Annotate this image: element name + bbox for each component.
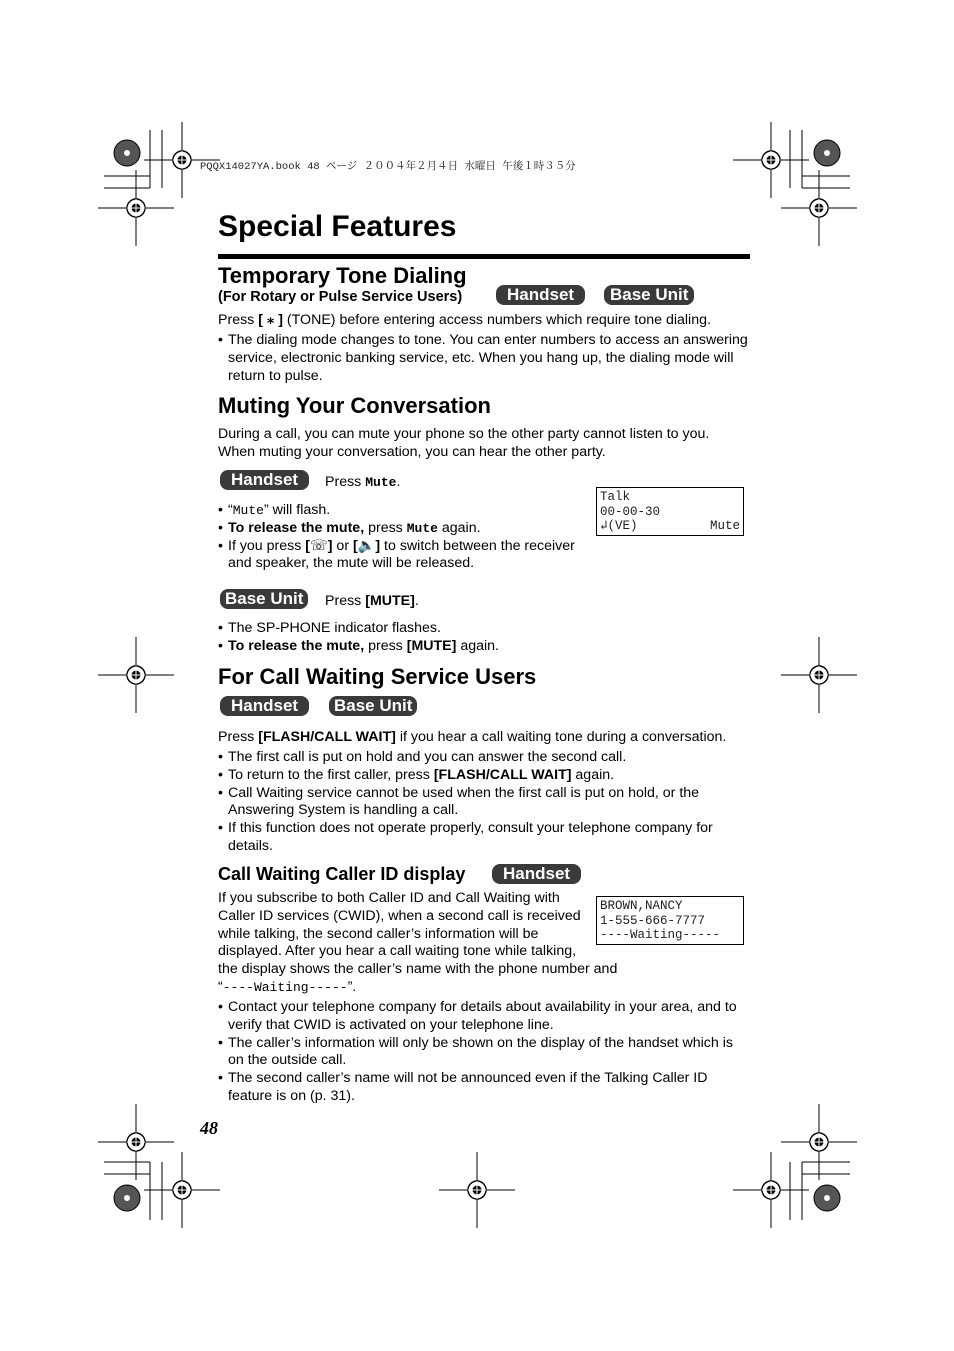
mute-base-bullets	[218, 620, 748, 656]
list-item: • The caller’s information will only be shown on the display of the handset which is on the outside call.	[218, 1035, 748, 1071]
tone-bullets	[218, 332, 748, 385]
list-item: • To release the mute, press [MUTE] again.	[218, 638, 748, 656]
list-item: • The second caller’s name will not be announced even if the Talking Caller ID feature is on (p. 31).	[218, 1070, 748, 1106]
cwid-lcd-display	[596, 896, 744, 945]
star-key: [ ⁎ ]	[258, 312, 283, 328]
mute-intro: During a call, you can mute your phone so the other party cannot listen to you. When muting your conversation, you can hear the other party.	[218, 426, 710, 460]
lcd-line: Talk	[600, 490, 631, 504]
lcd-line: 00-00-30	[600, 504, 661, 519]
page-title: Special Features	[218, 210, 457, 243]
handset-badge: Handset	[220, 470, 309, 490]
tone-heading: Temporary Tone Dialing	[218, 263, 467, 288]
lcd-line: 1-555-666-7777	[600, 913, 706, 928]
list-item: • Call Waiting service cannot be used when the first call is put on hold, or the Answering System is handling a call.	[218, 785, 748, 821]
base-unit-badge: Base Unit	[220, 589, 308, 609]
cwid-para: the display shows the caller’s name with the phone number and	[218, 961, 618, 977]
mute-handset-bullets	[218, 502, 588, 573]
handset-badge: Handset	[496, 285, 585, 305]
page-number: 48	[200, 1118, 218, 1138]
title-rule	[218, 254, 750, 259]
lcd-line: ----Waiting-----	[600, 928, 721, 942]
mute-heading: Muting Your Conversation	[218, 393, 491, 418]
base-unit-badge: Base Unit	[329, 696, 417, 716]
talk-key: [☏]	[305, 537, 333, 554]
cwid-heading: Call Waiting Caller ID display	[218, 864, 466, 884]
list-item: • If this function does not operate properly, consult your telephone company for details.	[218, 820, 748, 856]
list-item: • To return to the first caller, press [FLASH/CALL WAIT] again.	[218, 767, 748, 785]
mute-lcd-display	[596, 487, 744, 536]
mute-base-instruction: Press [MUTE].	[325, 593, 419, 609]
list-item: • To release the mute, press Mute again.	[218, 520, 588, 538]
list-item: • “Mute” will flash.	[218, 502, 588, 520]
waiting-bullets	[218, 749, 748, 856]
lcd-line: ↲(VE) Mute	[600, 519, 740, 533]
handset-badge: Handset	[220, 696, 309, 716]
cwid-para: If you subscribe to both Caller ID and Call Waiting with Caller ID services (CWID), when a second call is received while talking, the second caller’s information will be displayed. After you hear a call waiting tone while talking,	[218, 890, 581, 960]
header-slug: PQQX14027YA.book 48 ページ ２００４年２月４日 水曜日 午後１時３５分	[200, 161, 576, 173]
mute-handset-instruction: Press Mute.	[325, 474, 401, 490]
list-item: • Contact your telephone company for details about availability in your area, and to verify that CWID is activated on your telephone line.	[218, 999, 748, 1035]
cwid-para: “----Waiting-----”.	[218, 979, 357, 995]
base-unit-badge: Base Unit	[604, 285, 694, 305]
waiting-heading: For Call Waiting Service Users	[218, 664, 537, 689]
list-item: • The SP-PHONE indicator flashes.	[218, 620, 748, 638]
list-item: • The dialing mode changes to tone. You can enter numbers to access an answering service, electronic banking service, etc. When you hang up, the dialing mode will return to pulse.	[218, 332, 748, 385]
tone-intro: Press [ ⁎ ] (TONE) before entering access numbers which require tone dialing.	[218, 312, 711, 328]
list-item: • If you press [☏] or [🔈] to switch between the receiver and speaker, the mute will be released.	[218, 538, 588, 574]
speaker-key: [🔈]	[352, 537, 381, 554]
handset-badge: Handset	[492, 864, 581, 884]
waiting-intro: Press [FLASH/CALL WAIT] if you hear a call waiting tone during a conversation.	[218, 729, 727, 745]
cwid-bullets	[218, 999, 748, 1106]
list-item: • The first call is put on hold and you can answer the second call.	[218, 749, 748, 767]
tone-subheading: (For Rotary or Pulse Service Users)	[218, 289, 463, 305]
lcd-line: BROWN,NANCY	[600, 899, 683, 913]
